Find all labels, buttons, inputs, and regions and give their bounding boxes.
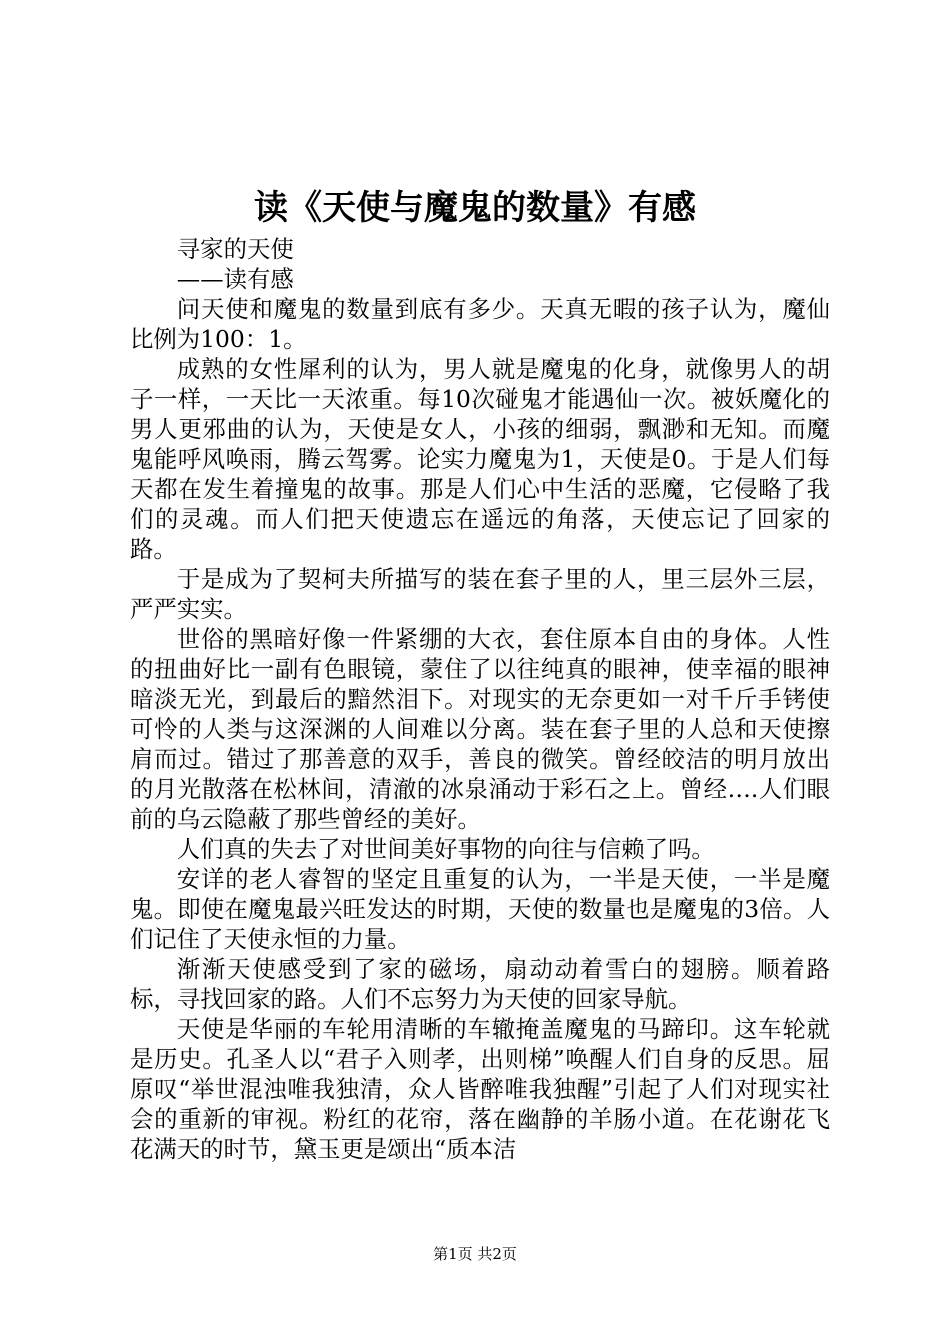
subtitle-line: 寻家的天使 [176,235,294,263]
paragraph: 安详的老人睿智的坚定且重复的认为，一半是天使，一半是魔鬼。即使在魔鬼最兴旺发达的时期，天使的数量也是魔鬼的3倍。人们记住了天使永恒的力量。 [130,865,830,953]
paragraph: 于是成为了契柯夫所描写的装在套子里的人，里三层外三层，严严实实。 [130,565,830,623]
paragraph: 问天使和魔鬼的数量到底有多少。天真无暇的孩子认为，魔仙比例为100：1。 [130,295,830,353]
paragraph: 渐渐天使感受到了家的磁场，扇动动着雪白的翅膀。顺着路标，寻找回家的路。人们不忘努力为天使的回家导航。 [130,955,830,1013]
page-number-footer: 第1页 共2页 [433,1245,517,1263]
paragraph: 世俗的黑暗好像一件紧绷的大衣，套住原本自由的身体。人性的扭曲好比一副有色眼镜，蒙住了以往纯真的眼神，使幸福的眼神暗淡无光，到最后的黯然泪下。对现实的无奈更如一对千斤手铐使可怜的人类与这深渊的人间难以分离。装在套子里的人总和天使擦肩而过。错过了那善意的双手，善良的微笑。曾经皎洁的明月放出的月光散落在松林间，清澈的冰泉涌动于彩石之上。曾经….人们眼前的乌云隐蔽了那些曾经的美好。 [130,625,830,833]
paragraph: 天使是华丽的车轮用清晰的车辙掩盖魔鬼的马蹄印。这车轮就是历史。孔圣人以“君子入则孝，出则梯”唤醒人们自身的反思。屈原叹“举世混浊唯我独清，众人皆醉唯我独醒”引起了人们对现实社会的重新的审视。粉红的花帘，落在幽静的羊肠小道。在花谢花飞花满天的时节，黛玉更是颂出“质本洁 [130,1015,830,1163]
document-title: 读《天使与魔鬼的数量》有感 [254,188,696,228]
document-body [130,234,830,1164]
paragraph: 成熟的女性犀利的认为，男人就是魔鬼的化身，就像男人的胡子一样，一天比一天浓重。每10次碰鬼才能遇仙一次。被妖魔化的男人更邪曲的认为，天使是女人，小孩的细弱，飘渺和无知。而魔鬼能呼风唤雨，腾云驾雾。论实力魔鬼为1，天使是0。于是人们每天都在发生着撞鬼的故事。那是人们心中生活的恶魔，它侵略了我们的灵魂。而人们把天使遗忘在遥远的角落，天使忘记了回家的路。 [130,355,830,563]
subtitle-byline: ——读有感 [176,265,294,293]
paragraph: 人们真的失去了对世间美好事物的向往与信赖了吗。 [176,835,715,863]
